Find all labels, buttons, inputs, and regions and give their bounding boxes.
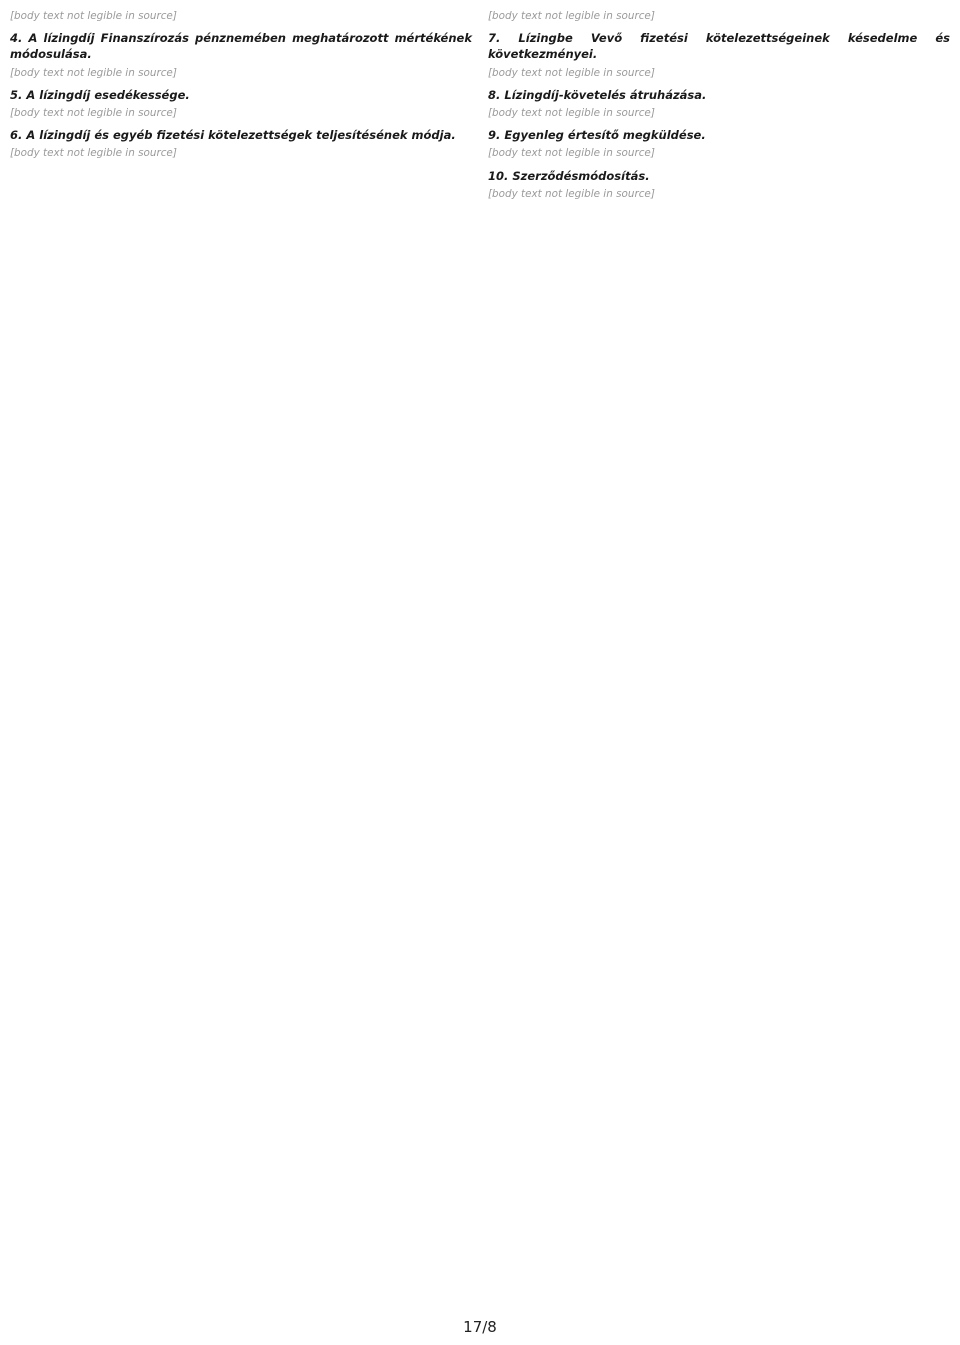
- illegible-text-block: [body text not legible in source]: [10, 107, 177, 120]
- text-columns: [10, 6, 950, 1306]
- illegible-text-block: [body text not legible in source]: [10, 10, 177, 22]
- left-column: [10, 6, 472, 1306]
- illegible-text-block: [body text not legible in source]: [488, 187, 655, 200]
- section-heading-10: 10. Szerződésmódosítás.: [488, 168, 650, 183]
- section-heading-9: 9. Egyenleg értesítő megküldése.: [488, 128, 706, 143]
- section-heading-4: 4. A lízingdíj Finanszírozás pénznemében meghatározott mértékének módosulása.: [10, 31, 472, 62]
- illegible-text-block: [body text not legible in source]: [10, 66, 177, 79]
- illegible-text-block: [body text not legible in source]: [10, 147, 177, 160]
- page-number: 17/8: [463, 1318, 497, 1336]
- section-heading-8: 8. Lízingdíj-követelés átruházása.: [488, 87, 707, 102]
- section-heading-5: 5. A lízingdíj esedékessége.: [10, 87, 190, 102]
- illegible-text-block: [body text not legible in source]: [488, 147, 655, 160]
- illegible-text-block: [body text not legible in source]: [488, 66, 655, 79]
- illegible-text-block: [body text not legible in source]: [488, 10, 655, 22]
- section-heading-7: 7. Lízingbe Vevő fizetési kötelezettségeinek késedelme és következményei.: [488, 31, 950, 62]
- section-heading-6: 6. A lízingdíj és egyéb fizetési kötelezettségek teljesítésének módja.: [10, 128, 456, 143]
- illegible-text-block: [body text not legible in source]: [488, 107, 655, 120]
- right-column: [488, 6, 950, 1306]
